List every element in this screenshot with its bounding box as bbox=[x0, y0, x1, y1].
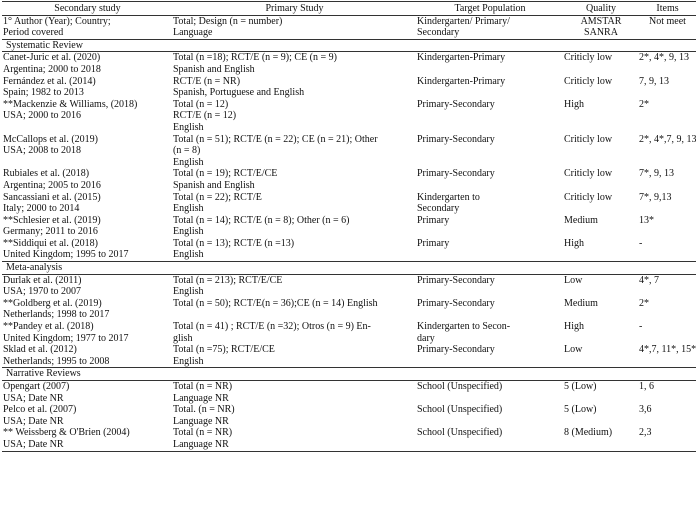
cell-items: 2* bbox=[639, 297, 649, 309]
cell-items: - bbox=[639, 237, 643, 249]
section-title: Narrative Reviews bbox=[2, 368, 696, 381]
cell-primary-study: Total (n = 12) RCT/E (n = 12) English bbox=[173, 98, 237, 133]
table-body bbox=[2, 39, 696, 451]
cell-primary-study: Total (n = NR) Language NR bbox=[172, 427, 416, 451]
section-header bbox=[2, 39, 696, 52]
header-row bbox=[2, 2, 696, 16]
cell-primary-study: Total (n =18); RCT/E (n = 9); CE (n = 9) Spanish and English bbox=[173, 52, 337, 75]
cell-author: Fernández et al. (2014) Spain; 1982 to 2013 bbox=[3, 75, 96, 99]
header-primary-study: Primary Study bbox=[172, 2, 416, 16]
cell-items: 4*,7, 11*, 15* bbox=[639, 344, 696, 356]
cell-items: 2* bbox=[639, 98, 649, 110]
header-target-population: Target Population bbox=[416, 2, 563, 16]
cell-items: 7*, 9,13 bbox=[639, 191, 672, 203]
header-secondary-study: Secondary study bbox=[2, 2, 172, 16]
section-title: Systematic Review bbox=[2, 39, 696, 52]
header-quality: Quality bbox=[563, 2, 638, 16]
table-row bbox=[2, 298, 696, 321]
cell-quality: Low bbox=[564, 274, 583, 286]
cell-items: 2,3 bbox=[638, 427, 696, 451]
cell-primary-study: Total (n = 213); RCT/E/CE English bbox=[173, 274, 283, 298]
table-row bbox=[2, 321, 696, 344]
cell-quality: 5 (Low) bbox=[564, 404, 597, 416]
table-row bbox=[2, 344, 696, 368]
table-row bbox=[2, 274, 696, 298]
cell-author: **Schlesier et al. (2019) Germany; 2011 to 2016 bbox=[3, 214, 101, 238]
cell-quality: Criticly low bbox=[564, 168, 613, 180]
cell-target-population: School (Unspecified) bbox=[417, 381, 503, 392]
section-header bbox=[2, 368, 696, 381]
section-header bbox=[2, 262, 696, 275]
cell-quality: Criticly low bbox=[564, 133, 613, 145]
cell-items: 13* bbox=[639, 214, 654, 226]
header-items: Items bbox=[638, 2, 696, 16]
cell-items: 4*, 7 bbox=[639, 274, 659, 286]
cell-quality: Criticly low bbox=[564, 191, 613, 203]
cell-author: **Siddiqui et al. (2018) United Kingdom; 1995 to 2017 bbox=[3, 237, 129, 261]
cell-primary-study: RCT/E (n = NR) Spanish, Portuguese and English bbox=[173, 75, 305, 99]
studies-table bbox=[2, 1, 696, 452]
cell-author: Sancassiani et al. (2015) Italy; 2000 to 2014 bbox=[3, 191, 101, 215]
cell-items: 2*, 4*, 9, 13 bbox=[639, 52, 689, 64]
cell-items: - bbox=[639, 321, 643, 333]
cell-primary-study: Total (n = 13); RCT/E (n =13) English bbox=[173, 237, 295, 261]
cell-quality: Criticly low bbox=[564, 52, 613, 64]
cell-target-population: Primary-Secondary bbox=[417, 133, 495, 145]
cell-target-population: Kindergarten to Secondary bbox=[417, 191, 480, 215]
cell-primary-study: Total (n = 19); RCT/E/CE Spanish and English bbox=[173, 168, 278, 191]
table-row bbox=[2, 52, 696, 76]
cell-quality: High bbox=[564, 98, 584, 110]
cell-author: **Mackenzie & Williams, (2018) USA; 2000 to 2016 bbox=[3, 98, 138, 122]
cell-target-population: Primary-Secondary bbox=[417, 297, 495, 309]
cell-target-population: Kindergarten to Secon- dary bbox=[417, 321, 511, 344]
cell-primary-study: Total (n = 41) ; RCT/E (n =32); Otros (n = 9) En- glish bbox=[173, 321, 371, 344]
table-row bbox=[2, 404, 696, 427]
table-row bbox=[2, 168, 696, 191]
cell-author: Sklad et al. (2012) Netherlands; 1995 to 2008 bbox=[3, 344, 110, 367]
table-row bbox=[2, 76, 696, 99]
cell-primary-study: Total (n = 51); RCT/E (n = 22); CE (n = 21); Other (n = 8) English bbox=[173, 133, 378, 168]
cell-quality: Medium bbox=[564, 214, 598, 226]
cell-author: Durlak et al. (2011) USA; 1970 to 2007 bbox=[3, 274, 82, 298]
table-row bbox=[2, 192, 696, 215]
cell-primary-study: Total (n =75); RCT/E/CE English bbox=[173, 344, 275, 367]
cell-target-population: Primary bbox=[417, 237, 450, 249]
cell-items: 7*, 9, 13 bbox=[639, 168, 674, 180]
cell-target-population: Primary-Secondary bbox=[417, 98, 495, 110]
cell-items: 2*, 4*,7, 9, 13 bbox=[639, 133, 696, 145]
table-row bbox=[2, 381, 696, 405]
table-row bbox=[2, 134, 696, 169]
cell-quality: Low bbox=[564, 344, 583, 356]
section-title: Meta-analysis bbox=[2, 262, 696, 275]
cell-primary-study: Total (n = NR) Language NR bbox=[173, 381, 233, 404]
cell-author: **Pandey et al. (2018) United Kingdom; 1977 to 2017 bbox=[3, 321, 129, 344]
cell-quality: Medium bbox=[564, 297, 598, 309]
cell-target-population: School (Unspecified) bbox=[417, 404, 503, 416]
cell-quality: 8 (Medium) bbox=[563, 427, 638, 451]
cell-target-population: School (Unspecified) bbox=[416, 427, 563, 451]
cell-quality: High bbox=[564, 321, 584, 333]
cell-author: Rubiales et al. (2018) Argentina; 2005 to 2016 bbox=[3, 168, 101, 191]
cell-target-population: Primary-Secondary bbox=[417, 168, 495, 180]
subheader-items: Not meet bbox=[638, 15, 696, 39]
subheader-quality: AMSTAR SANRA bbox=[563, 15, 638, 39]
subheader-design: Total; Design (n = number) Language bbox=[172, 15, 416, 39]
cell-author: McCallops et al. (2019) USA; 2008 to 2018 bbox=[3, 133, 98, 157]
cell-target-population: Primary-Secondary bbox=[417, 344, 495, 356]
cell-target-population: Primary-Secondary bbox=[417, 274, 495, 286]
cell-target-population: Primary bbox=[417, 214, 450, 226]
cell-primary-study: Total (n = 14); RCT/E (n = 8); Other (n = 6) English bbox=[173, 214, 350, 238]
cell-author: Opengart (2007) USA; Date NR bbox=[3, 381, 70, 404]
cell-quality: Criticly low bbox=[564, 75, 613, 87]
cell-primary-study: Total (n = 50); RCT/E(n = 36);CE (n = 14) English bbox=[173, 297, 378, 309]
cell-author: **Goldberg et al. (2019) Netherlands; 1998 to 2017 bbox=[3, 297, 110, 321]
cell-items: 7, 9, 13 bbox=[639, 75, 669, 87]
subheader-author: 1° Author (Year); Country; Period covered bbox=[2, 15, 172, 39]
cell-target-population: Kindergarten-Primary bbox=[417, 52, 506, 64]
cell-primary-study: Total. (n = NR) Language NR bbox=[173, 404, 235, 427]
subheader-population: Kindergarten/ Primary/ Secondary bbox=[416, 15, 563, 39]
cell-quality: 5 (Low) bbox=[564, 381, 597, 392]
table-row bbox=[2, 99, 696, 134]
cell-target-population: Kindergarten-Primary bbox=[417, 75, 506, 87]
cell-items: 1, 6 bbox=[639, 381, 654, 392]
table-row bbox=[2, 427, 696, 451]
table-row bbox=[2, 215, 696, 238]
cell-primary-study: Total (n = 22); RCT/E English bbox=[173, 191, 262, 215]
table-row bbox=[2, 238, 696, 262]
subheader-row bbox=[2, 15, 696, 39]
cell-quality: High bbox=[564, 237, 584, 249]
cell-author: Pelco et al. (2007) USA; Date NR bbox=[3, 404, 77, 427]
cell-author: ** Weissberg & O'Brien (2004) USA; Date NR bbox=[2, 427, 172, 451]
cell-items: 3,6 bbox=[639, 404, 652, 416]
cell-author: Canet-Juric et al. (2020) Argentina; 2000 to 2018 bbox=[3, 52, 101, 75]
